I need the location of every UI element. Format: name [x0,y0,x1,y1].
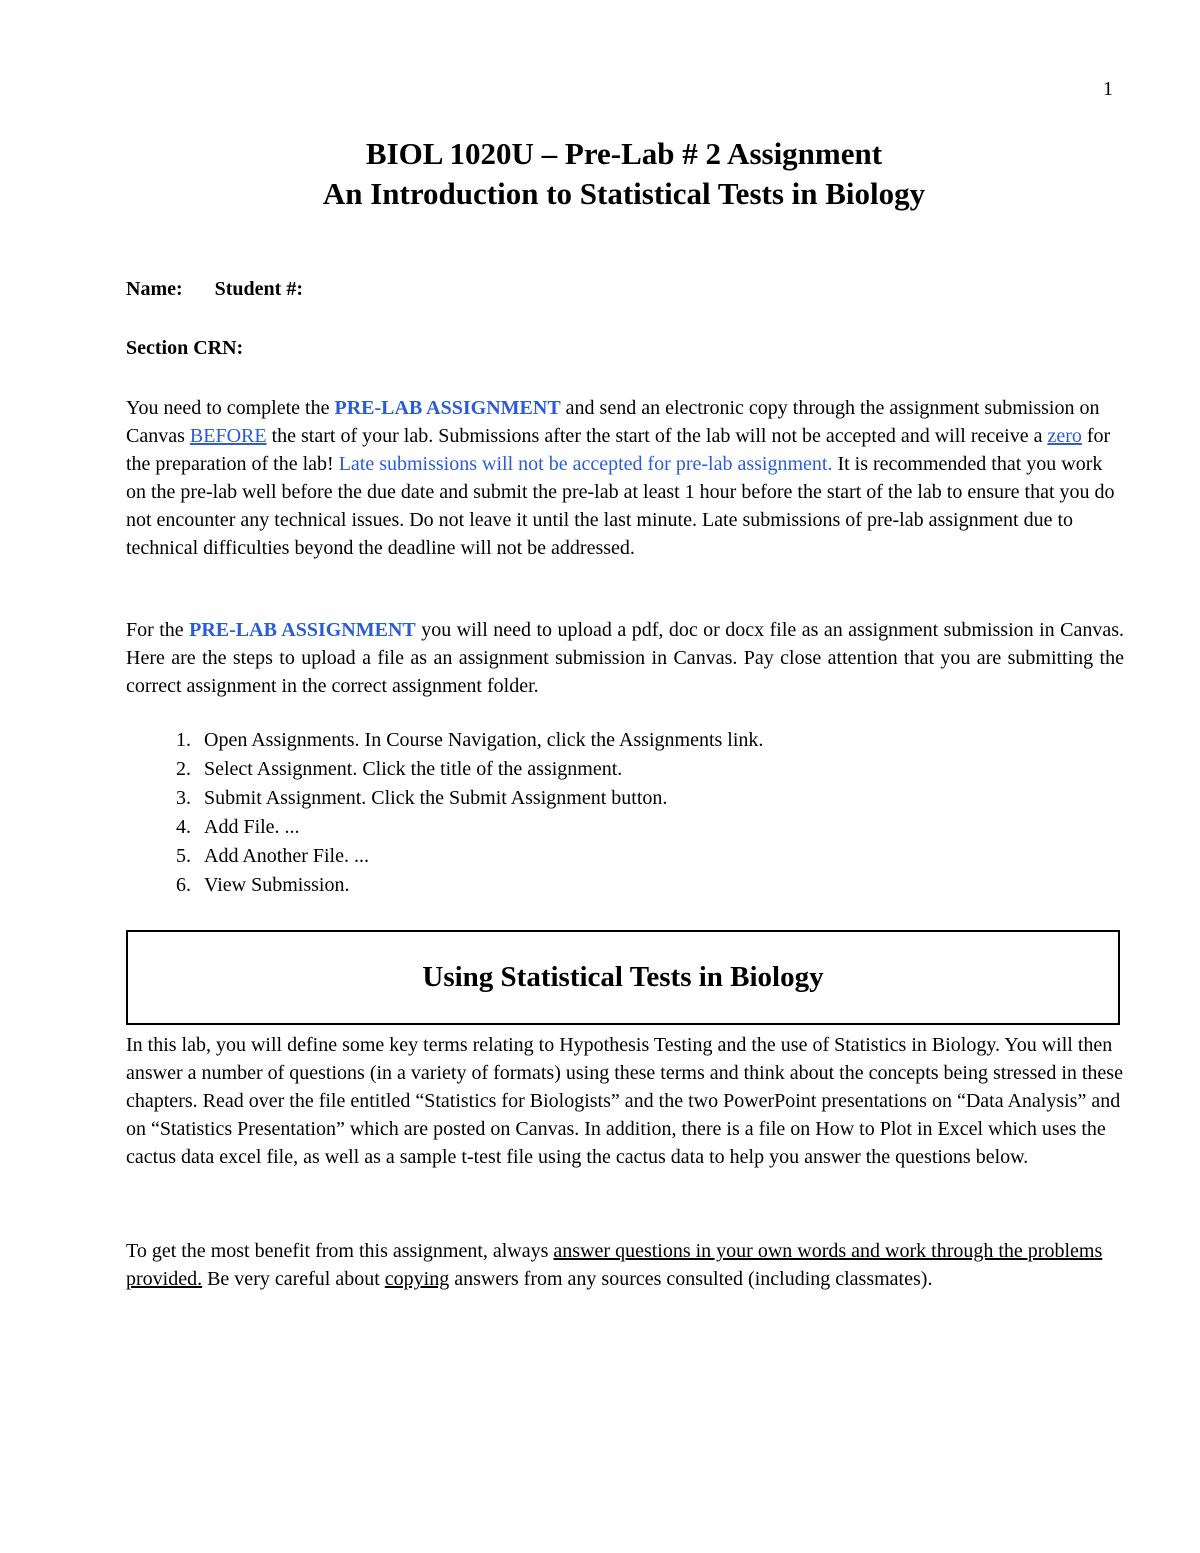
intro-paragraph: You need to complete the PRE-LAB ASSIGNMENT and send an electronic copy through the assignment submission on Canvas BEFORE the start of your lab. Submissions after the start of the lab will not be accepted and will receive a zero for the preparation of the lab! Late submissions will not be accepted for pre-lab assignment. It is recommended that you work on the pre-lab well before the due date and submit the pre-lab at least 1 hour before the start of the lab to ensure that you do not encounter any technical issues. Do not leave it until the last minute. Late submissions of pre-lab assignment due to technical difficulties beyond the deadline will not be addressed. [126,397,1115,559]
list-item: 1. Open Assignments. In Course Navigation, click the Assignments link. [196,726,763,755]
prelab-assignment-highlight-2: PRE-LAB ASSIGNMENT [189,619,416,641]
title-line-1: BIOL 1020U – Pre-Lab # 2 Assignment [365,136,883,171]
list-item: 4. Add File. ... [196,813,763,842]
list-item: 2. Select Assignment. Click the title of the assignment. [196,755,763,784]
document-title [0,134,1200,214]
late-submissions-notice: Late submissions will not be accepted for pre-lab assignment. [338,453,833,475]
section-crn-label: Section CRN: [126,337,244,359]
upload-paragraph: For the PRE-LAB ASSIGNMENT you will need to upload a pdf, doc or docx file as an assignment submission in Canvas. Here are the steps to upload a file as an assignment submission in Canvas. Pay close attention that you are submitting the correct assignment in the correct assignment folder. [126,619,1125,697]
own-words-emphasis: answer questions in your own words and work through the problems provided. [126,1240,1103,1290]
prelab-assignment-highlight: PRE-LAB ASSIGNMENT [334,397,561,419]
section-heading: Using Statistical Tests in Biology [422,961,824,993]
zero-emphasis: zero [1047,425,1082,447]
title-line-2: An Introduction to Statistical Tests in Biology [322,176,926,211]
section-heading-box [126,930,1120,1025]
name-label: Name: [126,278,183,300]
name-student-line [126,278,303,301]
list-item: 3. Submit Assignment. Click the Submit Assignment button. [196,784,763,813]
before-emphasis: BEFORE [189,425,267,447]
list-item: 5. Add Another File. ... [196,842,763,871]
copying-emphasis: copying [384,1268,450,1290]
upload-steps-list [126,726,763,900]
student-number-label: Student #: [214,278,303,300]
page-number: 1 [1103,78,1113,100]
benefit-paragraph: To get the most benefit from this assignment, always answer questions in your own words and work through the problems provided. Be very careful about copying answers from any sources consulted (including classmates). [126,1240,1103,1290]
list-item: 6. View Submission. [196,871,763,900]
lab-intro-paragraph: In this lab, you will define some key terms relating to Hypothesis Testing and the use of Statistics in Biology. You will then answer a number of questions (in a variety of formats) using these terms and think about the concepts being stressed in these chapters. Read over the file entitled “Statistics for Biologists” and the two PowerPoint presentations on “Data Analysis” and on “Statistics Presentation” which are posted on Canvas. In addition, there is a file on How to Plot in Excel which uses the cactus data excel file, as well as a sample t-test file using the cactus data to help you answer the questions below. [126,1034,1123,1168]
